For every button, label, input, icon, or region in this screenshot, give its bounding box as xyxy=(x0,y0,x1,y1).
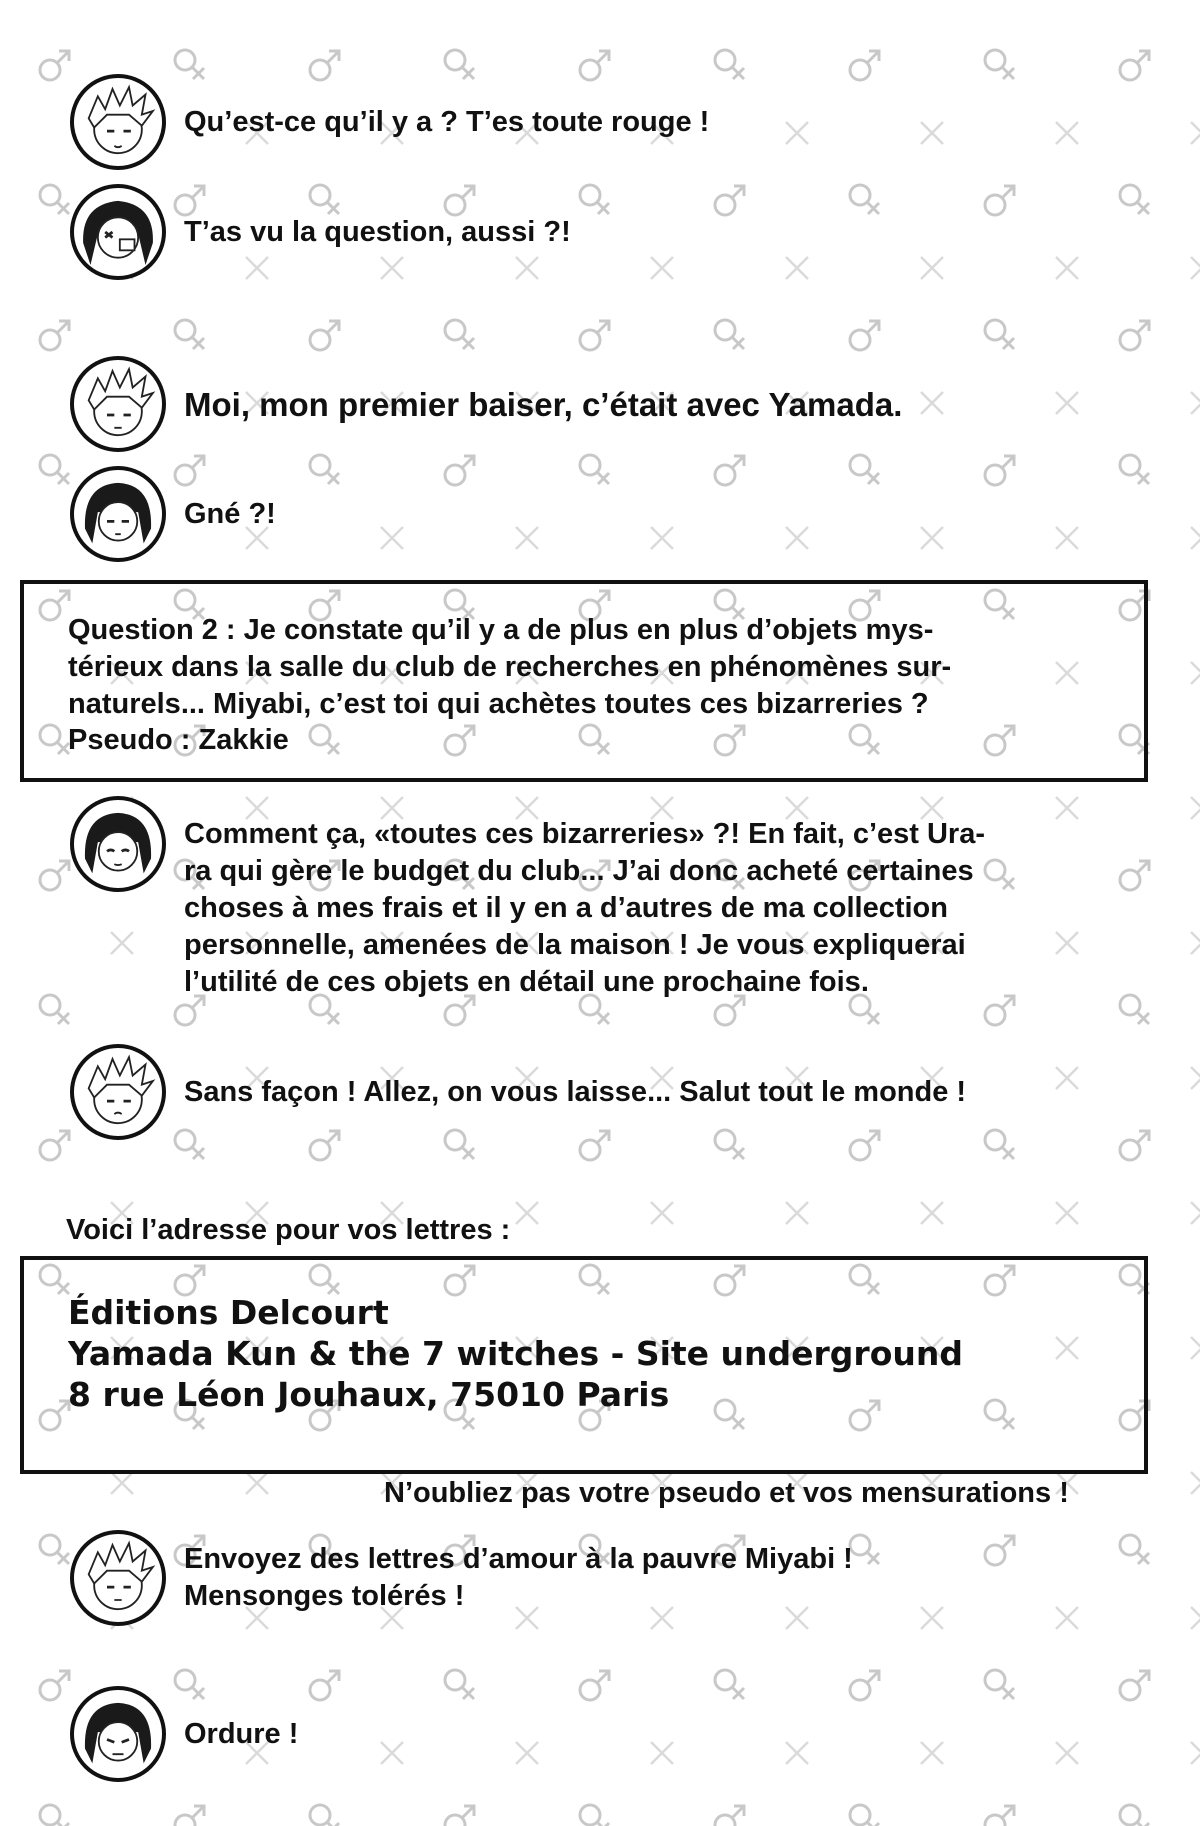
dialogue-line-3 xyxy=(70,356,902,452)
dialogue-text: Qu’est-ce qu’il y a ? T’es toute rouge ! xyxy=(184,105,710,138)
dark-hair-girl-avatar-icon xyxy=(70,796,166,892)
closing-line-1 xyxy=(70,1530,853,1626)
answer-line-1 xyxy=(70,796,1064,1001)
dialogue-text: Gné ?! xyxy=(184,497,276,530)
dialogue-line-4 xyxy=(70,466,276,562)
answer-line-2 xyxy=(70,1044,966,1140)
closing-text: Ordure ! xyxy=(184,1717,299,1750)
dialogue-line-1 xyxy=(70,74,709,170)
spiky-hair-boy-avatar-icon xyxy=(70,74,166,170)
dark-hair-girl-avatar-icon xyxy=(70,466,166,562)
postal-address: Éditions Delcourt Yamada Kun & the 7 witches - Site underground 8 rue Léon Jouhaux, 75010 Paris xyxy=(68,1293,963,1414)
postal-address-box xyxy=(20,1256,1148,1474)
spiky-hair-boy-avatar-icon xyxy=(70,1530,166,1626)
address-reminder: N’oubliez pas votre pseudo et vos mensurations ! xyxy=(384,1477,1069,1509)
answer-text: Sans façon ! Allez, on vous laisse... Salut tout le monde ! xyxy=(184,1075,967,1108)
spiky-hair-boy-avatar-icon xyxy=(70,1044,166,1140)
closing-line-2 xyxy=(70,1686,298,1782)
spiky-hair-boy-avatar-icon xyxy=(70,356,166,452)
answer-text: Comment ça, «toutes ces bizarreries» ?! En fait, c’est Ura- ra qui gère le budget du club... J’ai donc acheté certaines choses à mes frais et il y en a d’autres de ma collection personnelle, amenées de la maison ! Je vous expliquerai l’utilité de ces objets en détail une prochaine fois. xyxy=(184,818,985,998)
dark-hair-girl-shocked-avatar-icon xyxy=(70,184,166,280)
closing-text: Envoyez des lettres d’amour à la pauvre Miyabi ! Mensonges tolérés ! xyxy=(184,1543,853,1612)
dialogue-line-2 xyxy=(70,184,571,280)
dialogue-text: T’as vu la question, aussi ?! xyxy=(184,215,571,248)
reader-pseudo: Pseudo : Zakkie xyxy=(68,724,289,756)
reader-question-text: Question 2 : Je constate qu’il y a de plus en plus d’objets mys- térieux dans la salle du club de recherches en phénomènes sur- naturels... Miyabi, c’est toi qui achètes toutes ces bizarreries ? xyxy=(68,614,952,720)
reader-question-box xyxy=(20,580,1148,782)
dark-hair-girl-avatar-icon xyxy=(70,1686,166,1782)
dialogue-text: Moi, mon premier baiser, c’était avec Yamada. xyxy=(184,385,903,423)
address-intro: Voici l’adresse pour vos lettres : xyxy=(66,1214,511,1246)
